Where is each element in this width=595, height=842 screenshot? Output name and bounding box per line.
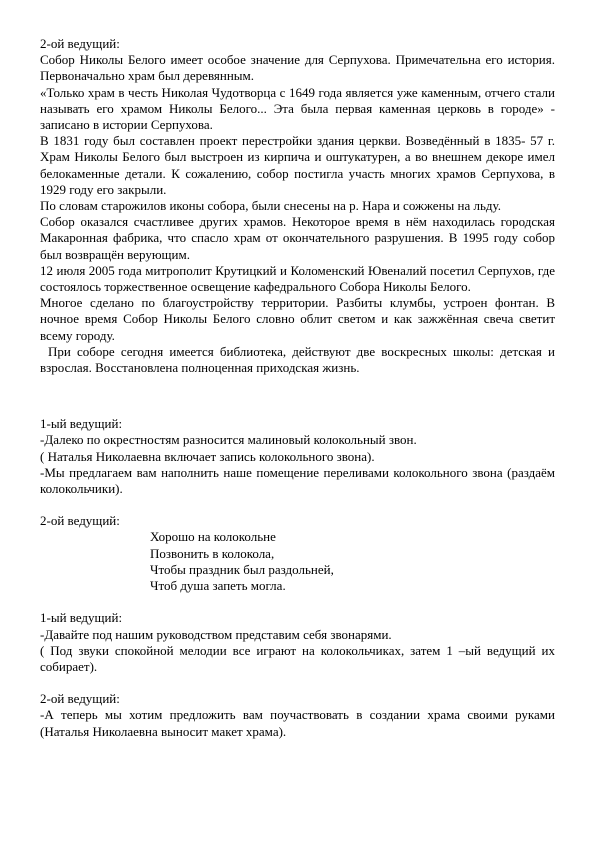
spacer <box>40 594 555 610</box>
poem-line: Хорошо на колокольне <box>150 529 276 545</box>
dialogue-line: -Мы предлагаем вам наполнить наше помещение переливами колокольного звона (раздаём колокольчики). <box>40 464 555 497</box>
section-poem <box>40 513 555 594</box>
paragraph: Собор Николы Белого имеет особое значение для Серпухова. Примечательна его история. Первоначально храм был деревянным. <box>40 52 555 84</box>
speaker-label: 1-ый ведущий: <box>40 610 123 626</box>
quote-paragraph: «Только храм в честь Николая Чудотворца с 1649 года является уже каменным, отчего стали называть его храмом Николы Белого... Эта была первая каменная церковь в городе» - записано в истории Серпухова. <box>40 84 555 133</box>
stage-direction: ( Наталья Николаевна включает запись колокольного звона). <box>40 448 375 464</box>
speaker-label: 2-ой ведущий: <box>40 513 120 529</box>
section-temple-model <box>40 691 555 740</box>
poem <box>40 529 555 594</box>
poem-line: Чтобы праздник был раздольней, <box>150 561 334 577</box>
poem-line: Чтоб душа запеть могла. <box>150 578 286 594</box>
dialogue-line: -А теперь мы хотим предложить вам поучаствовать в создании храма своими руками (Наталья Николаевна выносит макет храма). <box>40 707 555 739</box>
spacer <box>40 675 555 691</box>
paragraph: При соборе сегодня имеется библиотека, действуют две воскресных школы: детская и взрослая. Восстановлена полноценная приходская жизнь. <box>40 343 555 376</box>
speaker-label: 2-ой ведущий: <box>40 36 120 51</box>
paragraph: Собор оказался счастливее других храмов. Некоторое время в нём находилась городская Макаронная фабрика, что спасло храм от окончательного разрушения. В 1995 году собор был возвращён верующим. <box>40 214 555 262</box>
paragraph: Многое сделано по благоустройству территории. Разбиты клумбы, устроен фонтан. В ночное время Собор Николы Белого словно облит светом и как зажжённая свеча светит всему городу. <box>40 295 555 343</box>
poem-line: Позвонить в колокола, <box>150 545 275 561</box>
dialogue-line: -Далеко по окрестностям разносится малиновый колокольный звон. <box>40 432 417 448</box>
paragraph: По словам старожилов иконы собора, были снесены на р. Нара и сожжены на льду. <box>40 198 501 214</box>
stage-direction: ( Под звуки спокойной мелодии все играют на колокольчиках, затем 1 –ый ведущий их собирает). <box>40 642 555 674</box>
dialogue-line: -Давайте под нашим руководством представим себя звонарями. <box>40 626 392 642</box>
speaker-label: 2-ой ведущий: <box>40 691 120 707</box>
spacer <box>40 497 555 513</box>
paragraph: 12 июля 2005 года митрополит Крутицкий и Коломенский Ювеналий посетил Серпухов, где состоялось торжественное освещение кафедрального Собора Николы Белого. <box>40 262 555 295</box>
section-history <box>40 36 555 376</box>
speaker-label: 1-ый ведущий: <box>40 416 123 432</box>
section-bellringers <box>40 610 555 675</box>
section-bells <box>40 416 555 497</box>
paragraph: В 1831 году был составлен проект перестройки здания церкви. Возведённый в 1835- 57 г. Храм Николы Белого был выстроен из кирпича и оштукатурен, а во внешнем декоре имел белокаменные детали. К сожалению, собор постигла участь многих храмов Серпухова, в 1929 году его закрыли. <box>40 133 555 197</box>
spacer <box>40 376 555 416</box>
